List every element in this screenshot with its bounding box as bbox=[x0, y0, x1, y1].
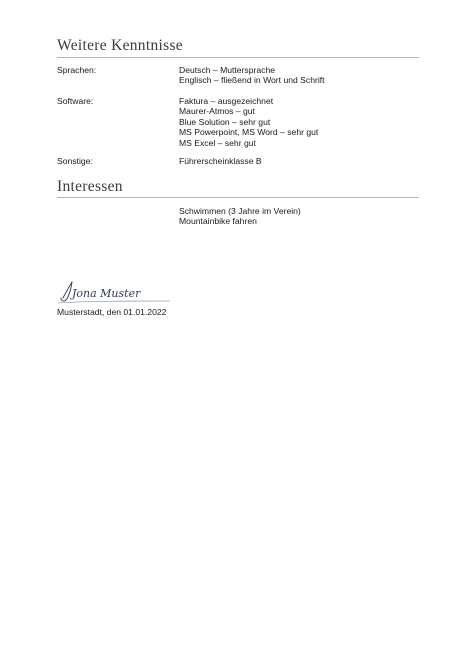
section-divider-interests bbox=[57, 197, 419, 198]
section-divider-skills bbox=[57, 57, 419, 58]
list-item: Führerscheinklasse B bbox=[179, 156, 262, 166]
section-title-interests: Interessen bbox=[57, 178, 123, 195]
row-values-software bbox=[179, 96, 318, 148]
list-item: Englisch – fließend in Wort und Schrift bbox=[179, 75, 325, 86]
row-label-software: Software: bbox=[57, 96, 94, 106]
list-item: MS Powerpoint, MS Word – sehr gut bbox=[179, 127, 319, 138]
signature-script-text: Jona Muster bbox=[72, 287, 141, 300]
row-values-other bbox=[179, 156, 262, 166]
list-item: Maurer-Atmos – gut bbox=[179, 106, 255, 117]
list-item: Deutsch – Muttersprache bbox=[179, 65, 276, 75]
row-values-languages bbox=[179, 65, 325, 86]
list-item: Mountainbike fahren bbox=[179, 216, 257, 227]
row-label-languages: Sprachen: bbox=[57, 65, 97, 75]
section-title-skills: Weitere Kenntnisse bbox=[57, 37, 183, 54]
row-label-other: Sonstige: bbox=[57, 156, 93, 166]
interests-values bbox=[179, 206, 301, 227]
list-item: Blue Solution – sehr gut bbox=[179, 116, 271, 127]
place-date: Musterstadt, den 01.01.2022 bbox=[57, 307, 167, 317]
list-item: Faktura – ausgezeichnet bbox=[179, 96, 274, 106]
list-item: MS Excel – sehr gut bbox=[179, 137, 256, 148]
handwritten-signature bbox=[57, 278, 171, 304]
list-item: Schwimmen (3 Jahre im Verein) bbox=[179, 206, 301, 216]
